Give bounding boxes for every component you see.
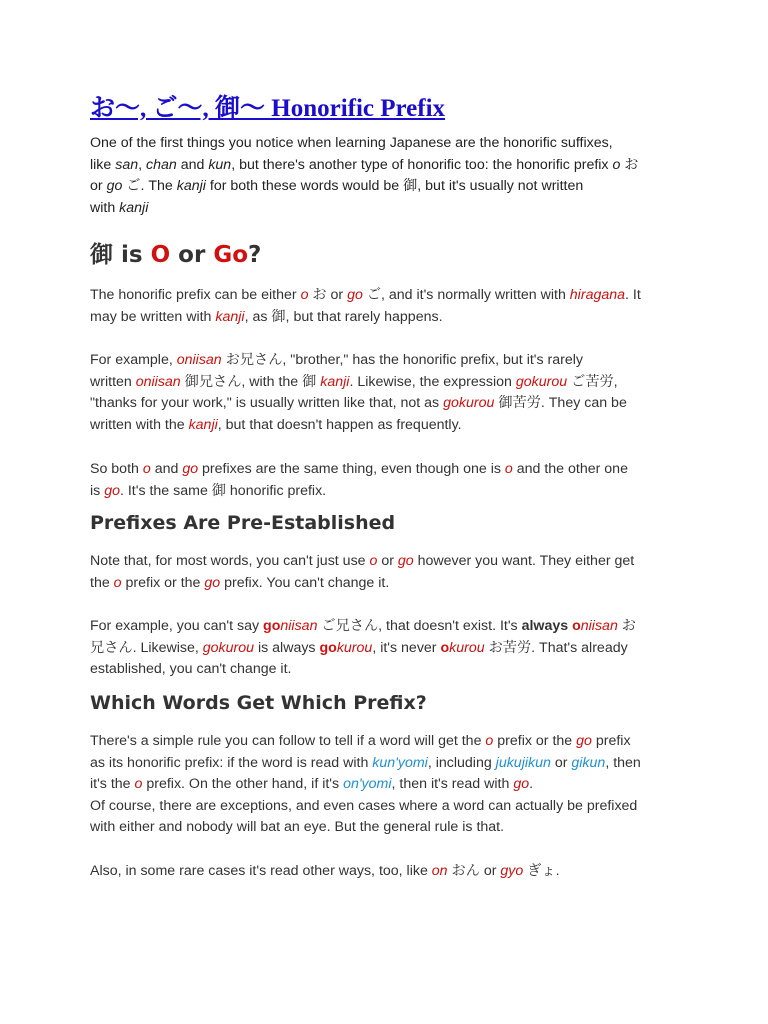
- term-niisan: niisan: [280, 618, 318, 634]
- text: , then it's read with: [391, 776, 514, 793]
- text: There's a simple rule you can follow to tell if a word will get the: [90, 733, 486, 749]
- text: prefix or the: [121, 574, 205, 591]
- text: 兄さん. Likewise,: [90, 639, 203, 656]
- term-kurou: kurou: [449, 639, 485, 656]
- text: for both these words would be 御, but it's usually not written: [205, 178, 584, 195]
- paragraph-6: [90, 731, 690, 839]
- paragraph-4: [90, 551, 690, 594]
- p5-line-3: established, you can't change it.: [90, 661, 292, 678]
- p6-line-3: [90, 774, 690, 796]
- text: it's the: [90, 776, 135, 793]
- term-o-bold: o: [440, 639, 450, 656]
- term-o: o: [300, 287, 309, 303]
- term-go: go: [576, 733, 592, 749]
- term-jukujikun: jukujikun: [495, 754, 551, 771]
- intro-line-4: [90, 198, 690, 220]
- p4-line-1: [90, 551, 690, 573]
- term-kanji: kanji: [119, 199, 149, 216]
- term-go: go: [104, 482, 120, 499]
- term-o: o: [485, 733, 494, 749]
- text: .: [529, 776, 534, 793]
- heading-o: O: [150, 242, 171, 268]
- text: So both: [90, 461, 143, 477]
- text: お苦労. That's already: [484, 639, 628, 656]
- p2-line-3: [90, 393, 690, 415]
- heading-kanji: 御: [90, 242, 113, 268]
- text: like: [90, 156, 116, 173]
- p2-line-2: [90, 372, 690, 394]
- term-gikun: gikun: [571, 754, 606, 771]
- text: お兄さん, "brother," has the honorific prefix, but it's rarely: [221, 352, 584, 368]
- paragraph-2: [90, 350, 690, 436]
- text: お: [620, 156, 639, 173]
- text: may be written with: [90, 308, 216, 325]
- text: "thanks for your work," is usually written like that, not as: [90, 395, 444, 412]
- text: The honorific prefix can be either: [90, 287, 301, 303]
- term-go: go: [182, 461, 199, 477]
- text: おん or: [447, 863, 501, 879]
- text: お: [617, 618, 636, 634]
- text: Also, in some rare cases it's read other ways, too, like: [90, 863, 432, 879]
- text: as its honorific prefix: if the word is read with: [90, 754, 373, 771]
- p1-line-2: [90, 307, 690, 329]
- text: , but there's another type of honorific too: the honorific prefix: [231, 156, 613, 173]
- heading-prefixes-pre-established: Prefixes Are Pre-Established: [90, 512, 396, 534]
- p6-line-2: [90, 753, 690, 775]
- term-oniisan: oniisan: [135, 373, 181, 390]
- heading-which-words: Which Words Get Which Prefix?: [90, 692, 427, 714]
- p6-line-5: with either and nobody will bat an eye. But the general rule is that.: [90, 819, 505, 836]
- p5-line-2: [90, 638, 690, 660]
- text: written with the: [90, 416, 189, 433]
- term-o: o: [142, 461, 151, 477]
- text: . It's the same 御 honorific prefix.: [119, 482, 327, 499]
- text: お or: [308, 287, 348, 303]
- term-gyo: gyo: [500, 863, 524, 879]
- text: For example,: [90, 352, 177, 368]
- term-kanji: kanji: [176, 178, 206, 195]
- paragraph-5: [90, 616, 690, 681]
- text: however you want. They either get: [413, 553, 635, 569]
- term-onyomi: on'yomi: [343, 776, 392, 793]
- term-always: always: [521, 618, 569, 634]
- term-go: go: [204, 574, 221, 591]
- text: written: [90, 373, 136, 390]
- intro-paragraph: [90, 133, 690, 219]
- text: ご, and it's normally written with: [362, 287, 570, 303]
- text: is always: [254, 639, 320, 656]
- term-kanji: kanji: [188, 416, 218, 433]
- text: , then: [605, 754, 641, 771]
- text: , including: [427, 754, 496, 771]
- text: ご. The: [122, 178, 177, 195]
- term-kunyomi: kun'yomi: [372, 754, 428, 771]
- page-title-link[interactable]: お〜, ご〜, 御〜 Honorific Prefix: [90, 95, 446, 122]
- intro-line-1: One of the first things you notice when learning Japanese are the honorific suffixes,: [90, 135, 613, 151]
- term-kun: kun: [208, 156, 232, 173]
- text: , it's never: [372, 639, 441, 656]
- term-hiragana: hiragana: [569, 287, 626, 303]
- text: , as 御, but that rarely happens.: [244, 308, 443, 325]
- term-go: go: [347, 287, 363, 303]
- p3-line-2: [90, 481, 690, 503]
- text: prefix or the: [493, 733, 577, 749]
- term-san: san: [115, 156, 139, 173]
- text: ?: [248, 242, 262, 268]
- text: prefixes are the same thing, even though one is: [198, 461, 505, 477]
- text: , but that doesn't happen as frequently.: [217, 416, 462, 433]
- text: or: [377, 553, 398, 569]
- text: ,: [138, 156, 146, 173]
- text: with: [90, 199, 120, 216]
- p6-line-4: Of course, there are exceptions, and even cases where a word can actually be prefixed: [90, 797, 638, 814]
- paragraph-1: [90, 285, 690, 328]
- term-o: o: [369, 553, 378, 569]
- heading-o-or-go: [90, 236, 261, 269]
- text: prefix: [591, 733, 631, 749]
- p6-line-1: [90, 731, 690, 753]
- text: or: [550, 754, 572, 771]
- text: For example, you can't say: [90, 618, 264, 634]
- text: ぎょ.: [523, 863, 560, 879]
- p3-line-1: [90, 459, 690, 481]
- p7-line-1: [90, 861, 690, 883]
- text: ご苦労,: [567, 373, 618, 390]
- term-on: on: [431, 863, 448, 879]
- term-chan: chan: [146, 156, 177, 173]
- term-go: go: [106, 178, 123, 195]
- text: and: [176, 156, 209, 173]
- text: ご兄さん, that doesn't exist. It's: [317, 618, 522, 634]
- intro-line-3: [90, 176, 690, 198]
- term-kurou: kurou: [336, 639, 373, 656]
- text: or: [90, 178, 107, 195]
- p5-line-1: [90, 616, 690, 638]
- intro-line-2: [90, 155, 690, 177]
- paragraph-7: [90, 861, 690, 883]
- text: or: [170, 242, 214, 268]
- paragraph-3: [90, 459, 690, 502]
- term-gokurou: gokurou: [515, 373, 568, 390]
- p1-line-1: [90, 285, 690, 307]
- term-gokurou: gokurou: [202, 639, 255, 656]
- term-o: o: [113, 574, 122, 591]
- term-niisan: niisan: [580, 618, 618, 634]
- text: . It: [625, 287, 641, 303]
- term-gokurou: gokurou: [443, 395, 495, 412]
- text: prefix. You can't change it.: [220, 574, 390, 591]
- text: is: [90, 482, 105, 499]
- term-o: o: [612, 156, 621, 173]
- text: and: [150, 461, 183, 477]
- term-go: go: [397, 553, 414, 569]
- p2-line-4: [90, 415, 690, 437]
- text: 御苦労. They can be: [494, 395, 627, 412]
- text: . Likewise, the expression: [349, 373, 516, 390]
- term-o: o: [134, 776, 143, 793]
- term-go: go: [513, 776, 530, 793]
- term-o-bold: o: [572, 618, 581, 634]
- text: Note that, for most words, you can't just use: [90, 553, 370, 569]
- term-go-bold: go: [263, 618, 281, 634]
- text: the: [90, 574, 114, 591]
- term-kanji: kanji: [320, 373, 350, 390]
- term-oniisan: oniisan: [176, 352, 222, 368]
- heading-go: Go: [213, 242, 249, 268]
- term-o: o: [504, 461, 513, 477]
- text: 御兄さん, with the 御: [180, 373, 321, 390]
- term-kanji: kanji: [215, 308, 245, 325]
- text: prefix. On the other hand, if it's: [142, 776, 344, 793]
- term-go-bold: go: [319, 639, 337, 656]
- p4-line-2: [90, 573, 690, 595]
- p2-line-1: [90, 350, 690, 372]
- text: and the other one: [512, 461, 628, 477]
- text: is: [113, 242, 151, 268]
